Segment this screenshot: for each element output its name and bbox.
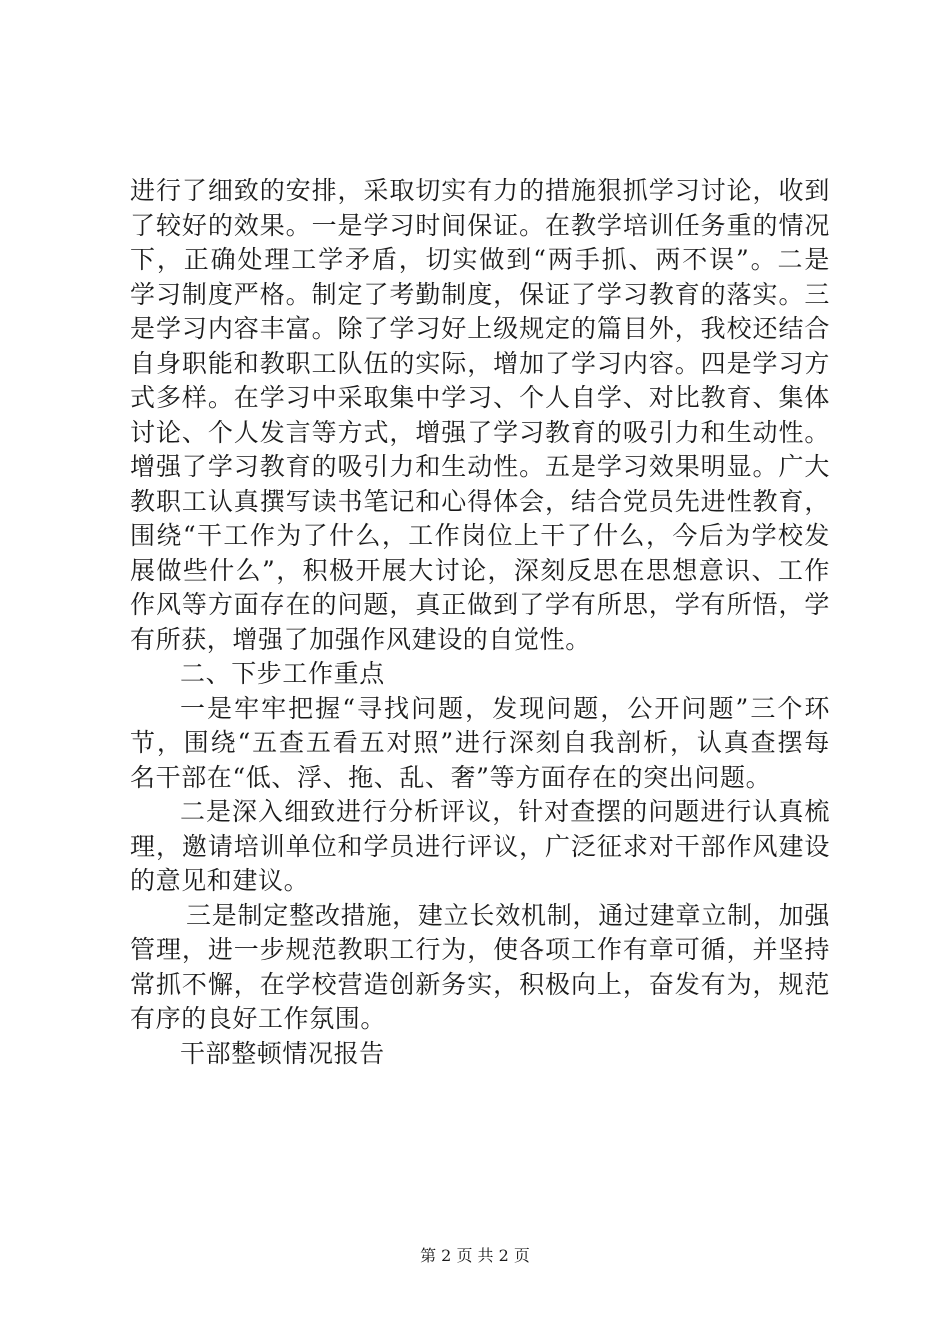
paragraph-line: 名干部在“低、浮、拖、乱、奢”等方面存在的突出问题。 — [130, 762, 772, 792]
paragraph-line: 自身职能和教职工队伍的实际，增加了学习内容。四是学习方 — [130, 348, 830, 378]
paragraph-line: 二是深入细致进行分析评议，针对查摆的问题进行认真梳 — [180, 797, 830, 826]
paragraph-line: 节，围绕“五查五看五对照”进行深刻自我剖析，认真查摆每 — [130, 728, 830, 757]
page-number-footer: 第 2 页 共 2 页 — [420, 1246, 530, 1265]
paragraph-line: 是学习内容丰富。除了学习好上级规定的篇目外，我校还结合 — [130, 314, 830, 343]
paragraph-line: 有序的良好工作氛围。 — [130, 1004, 387, 1033]
paragraph-line: 教职工认真撰写读书笔记和心得体会，结合党员先进性教育， — [130, 486, 830, 516]
paragraph-line: 式多样。在学习中采取集中学习、个人自学、对比教育、集体 — [130, 383, 830, 412]
paragraph-line: 学习制度严格。制定了考勤制度，保证了学习教育的落实。三 — [130, 279, 830, 309]
document-body — [130, 174, 830, 1071]
paragraph-line: 下，正确处理工学矛盾，切实做到“两手抓、两不误”。二是 — [130, 245, 830, 274]
paragraph-line: 常抓不懈，在学校营造创新务实，积极向上，奋发有为，规范 — [130, 969, 830, 999]
paragraph-line: 增强了学习教育的吸引力和生动性。五是学习效果明显。广大 — [130, 452, 830, 481]
paragraph-line: 了较好的效果。一是学习时间保证。在教学培训任务重的情况 — [130, 210, 830, 240]
paragraph-line: 理，邀请培训单位和学员进行评议，广泛征求对干部作风建设 — [130, 831, 830, 861]
paragraph-line: 的意见和建议。 — [130, 866, 310, 895]
closing-title: 干部整顿情况报告 — [180, 1038, 385, 1068]
paragraph-line: 管理，进一步规范教职工行为，使各项工作有章可循，并坚持 — [130, 935, 830, 964]
paragraph-line: 有所获，增强了加强作风建设的自觉性。 — [130, 624, 591, 654]
paragraph-line: 围绕“干工作为了什么，工作岗位上干了什么，今后为学校发 — [130, 521, 830, 550]
paragraph-line: 三是制定整改措施，建立长效机制，通过建章立制，加强 — [186, 900, 830, 930]
paragraph-line: 作风等方面存在的问题，真正做到了学有所思，学有所悟，学 — [130, 590, 830, 619]
paragraph-line: 一是牢牢把握“寻找问题，发现问题，公开问题”三个环 — [180, 693, 830, 723]
paragraph-line: 进行了细致的安排，采取切实有力的措施狠抓学习讨论，收到 — [130, 176, 830, 205]
paragraph-line: 讨论、个人发言等方式，增强了学习教育的吸引力和生动性。 — [130, 417, 830, 447]
paragraph-line: 展做些什么”，积极开展大讨论，深刻反思在思想意识、工作 — [130, 555, 830, 585]
section-heading: 二、下步工作重点 — [180, 659, 385, 688]
